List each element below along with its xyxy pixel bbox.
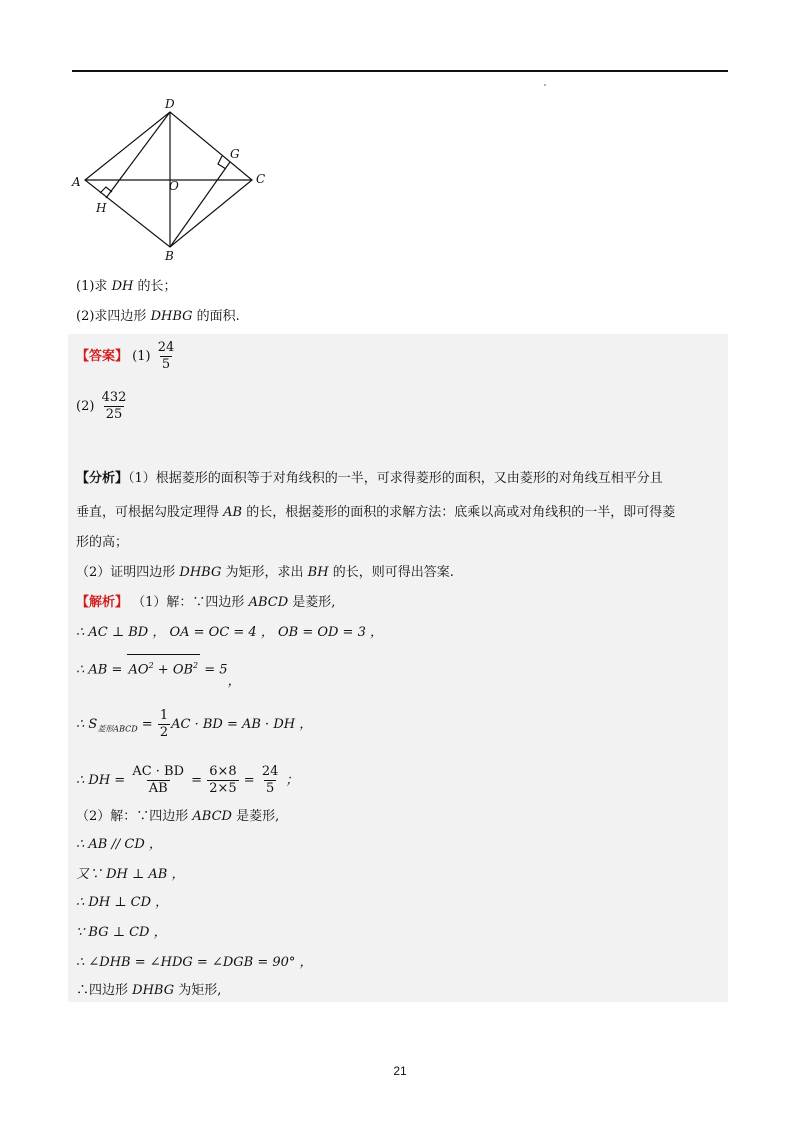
solution-line-9 bbox=[76, 892, 168, 914]
answer-part2-fraction bbox=[100, 390, 129, 423]
question-1-prefix: (1)求 bbox=[76, 279, 108, 294]
solution-text-9: ∴ DH ⊥ CD ， bbox=[76, 895, 169, 910]
question-2 bbox=[76, 308, 240, 326]
analysis-math-dhbg: DHBG bbox=[179, 565, 222, 580]
solution-text-4eq: = bbox=[137, 717, 157, 732]
question-2-suffix: 的面积. bbox=[196, 309, 240, 324]
answer-part1-numerator: 24 bbox=[157, 340, 175, 355]
question-1-math: DH bbox=[111, 279, 134, 294]
solution-line-1 bbox=[76, 592, 335, 614]
fraction-3-num: 24 bbox=[261, 764, 279, 779]
solution-text-5b: ； bbox=[281, 773, 299, 788]
fraction-2-den: 2×5 bbox=[209, 781, 237, 796]
analysis-text-1: （1）根据菱形的面积等于对角线积的一半，可求得菱形的面积，又由菱形的对角线互相平分且 bbox=[128, 471, 663, 486]
answer-part1-label: (1) bbox=[132, 349, 151, 364]
analysis-math-ab: AB bbox=[223, 505, 243, 520]
answer-part1-fraction bbox=[156, 340, 177, 373]
fraction-1-num: AC · BD bbox=[132, 764, 185, 779]
sqrt-exponent-2: 2 bbox=[193, 661, 199, 670]
solution-line-12 bbox=[76, 980, 221, 1002]
answer-panel bbox=[68, 334, 728, 1002]
rhombus-diagram bbox=[66, 94, 286, 264]
solution-line-4 bbox=[76, 708, 312, 741]
analysis-text-4c: 的长，则可得出答案. bbox=[332, 565, 454, 580]
answer-tag: 【答案】 bbox=[76, 349, 129, 364]
rhombus-figure bbox=[66, 94, 286, 264]
analysis-text-3: 形的高； bbox=[76, 535, 129, 550]
subscript-rhombus-abcd: 菱形ABCD bbox=[97, 724, 138, 734]
analysis-line-2 bbox=[76, 502, 675, 524]
fraction-6x8-over-2x5 bbox=[207, 764, 238, 797]
solution-text-4a: ∴ S bbox=[76, 717, 98, 732]
sqrt-expression bbox=[127, 654, 201, 681]
analysis-text-4b: 为矩形，求出 bbox=[225, 565, 304, 580]
label-d: D bbox=[165, 97, 175, 111]
solution-text-8: 又∵ DH ⊥ AB ， bbox=[76, 867, 185, 882]
label-c: C bbox=[256, 172, 266, 186]
solution-line-7 bbox=[76, 834, 162, 856]
solution-math-dhbg: DHBG bbox=[132, 983, 175, 998]
solution-text-7: ∴ AB // CD ， bbox=[76, 837, 162, 852]
question-1-suffix: 的长； bbox=[137, 279, 177, 294]
segment-bg bbox=[170, 162, 230, 247]
solution-math-abcd-2: ABCD bbox=[192, 809, 232, 824]
solution-text-12b: 为矩形, bbox=[178, 983, 222, 998]
label-o: O bbox=[169, 179, 179, 193]
sqrt-exponent-1: 2 bbox=[148, 661, 154, 670]
question-2-prefix: (2)求四边形 bbox=[76, 309, 147, 324]
analysis-line-3 bbox=[76, 532, 128, 554]
solution-line-10 bbox=[76, 922, 167, 944]
page-number: 21 bbox=[393, 1064, 407, 1078]
solution-text-10: ∵ BG ⊥ CD ， bbox=[76, 925, 167, 940]
solution-text-3c: ， bbox=[227, 674, 241, 690]
solution-text-1a: （1）解：∵四边形 bbox=[132, 595, 245, 610]
analysis-text-2b: 的长，根据菱形的面积的求解方法：底乘以高或对角线积的一半，即可得菱 bbox=[246, 505, 676, 520]
fraction-2-num: 6×8 bbox=[209, 764, 237, 779]
fraction-one-half-num: 1 bbox=[159, 708, 169, 723]
analysis-line-1 bbox=[76, 468, 663, 490]
solution-math-abcd: ABCD bbox=[248, 595, 289, 610]
solution-text-5eq2: = bbox=[239, 773, 259, 788]
answer-part2-label: (2) bbox=[76, 399, 95, 414]
sqrt-term-ob: + OB bbox=[153, 662, 194, 678]
fraction-3-den: 5 bbox=[265, 781, 275, 796]
solution-text-6a: （2）解：∵四边形 bbox=[76, 809, 189, 824]
top-rule bbox=[72, 70, 728, 72]
label-a: A bbox=[72, 175, 81, 189]
answer-part1-denominator: 5 bbox=[161, 357, 171, 372]
analysis-text-4a: （2）证明四边形 bbox=[76, 565, 176, 580]
solution-text-5eq: = bbox=[187, 773, 207, 788]
fraction-one-half bbox=[158, 708, 170, 741]
analysis-text-2a: 垂直，可根据勾股定理得 bbox=[76, 505, 220, 520]
answer-line-2 bbox=[76, 390, 129, 423]
fraction-24-over-5 bbox=[260, 764, 281, 797]
solution-line-2 bbox=[76, 622, 383, 644]
solution-line-5 bbox=[76, 764, 299, 797]
speck bbox=[544, 84, 546, 86]
fraction-ac-bd-over-ab bbox=[130, 764, 186, 797]
solution-text-11: ∴ ∠DHB = ∠HDG = ∠DGB = 90° ， bbox=[76, 955, 313, 970]
label-g: G bbox=[230, 147, 240, 161]
answer-part2-denominator: 25 bbox=[105, 407, 123, 422]
solution-line-3 bbox=[76, 654, 241, 690]
solution-line-6 bbox=[76, 806, 279, 828]
solution-line-8 bbox=[76, 864, 184, 886]
sqrt-term-ao: AO bbox=[128, 662, 149, 678]
answer-line-1 bbox=[76, 340, 177, 373]
solution-text-1b: 是菱形, bbox=[292, 595, 336, 610]
solution-text-12a: ∴四边形 bbox=[76, 983, 129, 998]
label-b: B bbox=[165, 249, 174, 263]
analysis-tag: 【分析】 bbox=[76, 471, 129, 486]
solution-line-11 bbox=[76, 952, 313, 974]
answer-part2-numerator: 432 bbox=[101, 390, 127, 405]
solution-text-3b: = 5 bbox=[200, 662, 228, 678]
fraction-one-half-den: 2 bbox=[159, 725, 169, 740]
solution-text-2: ∴ AC ⊥ BD ， OA = OC = 4 ， OB = OD = 3 ， bbox=[76, 625, 383, 640]
solution-text-5a: ∴ DH = bbox=[76, 773, 130, 788]
question-2-math: DHBG bbox=[150, 309, 193, 324]
question-1 bbox=[76, 278, 176, 296]
solution-text-6b: 是菱形, bbox=[236, 809, 280, 824]
solution-text-4b: AC · BD = AB · DH ， bbox=[171, 717, 313, 732]
solution-tag: 【解析】 bbox=[76, 595, 129, 610]
fraction-1-den: AB bbox=[148, 781, 168, 796]
analysis-math-bh: BH bbox=[307, 565, 329, 580]
label-h: H bbox=[96, 201, 107, 215]
analysis-line-4 bbox=[76, 562, 454, 584]
solution-text-3a: ∴ AB = bbox=[76, 662, 127, 678]
